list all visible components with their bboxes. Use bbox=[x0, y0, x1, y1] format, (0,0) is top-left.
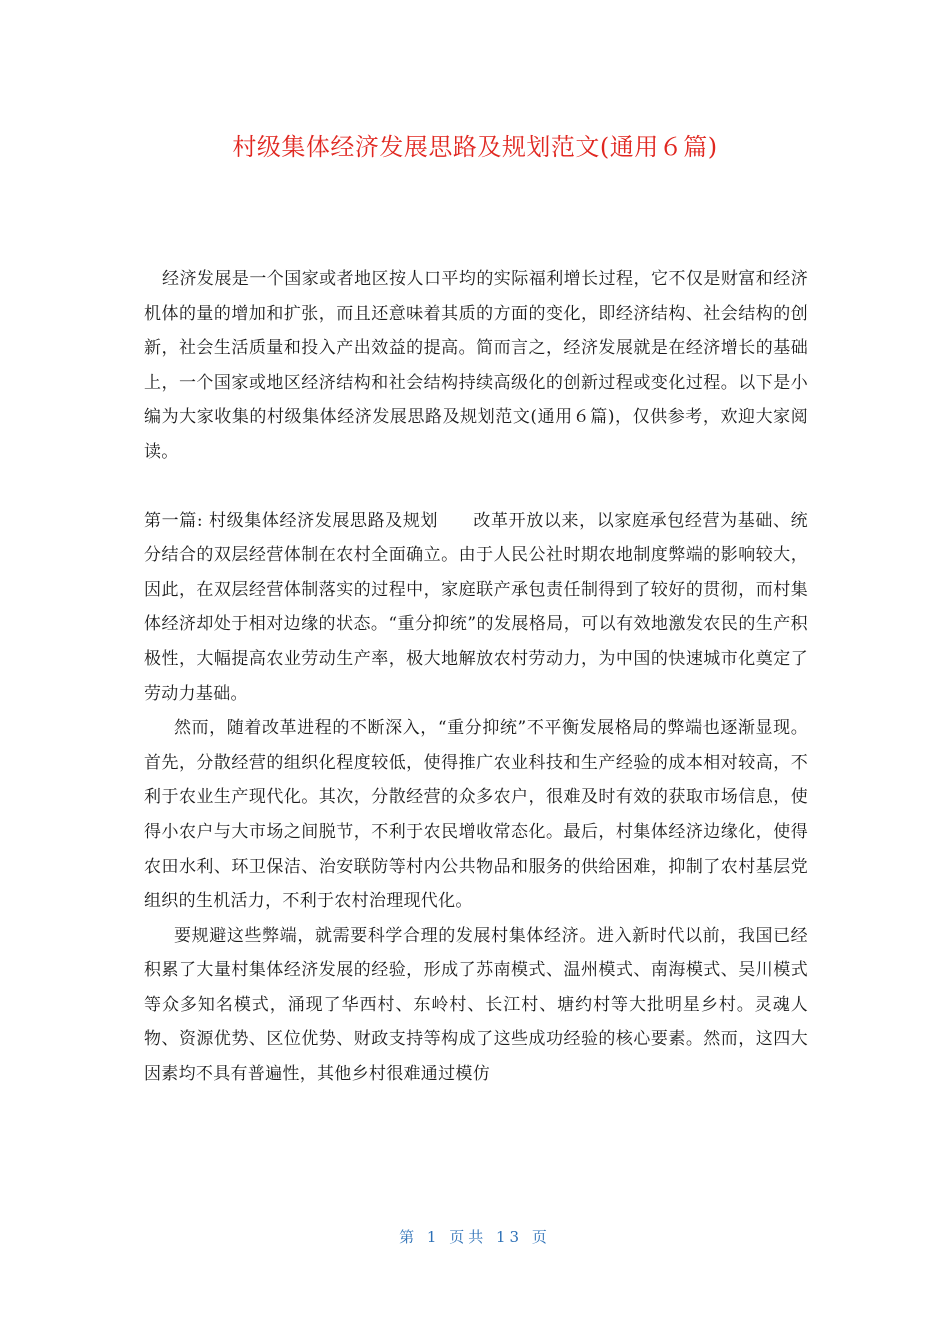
document-title: 村级集体经济发展思路及规划范文(通用６篇) bbox=[232, 133, 718, 161]
page-number-footer bbox=[0, 1226, 950, 1247]
page-number-label: 第 1 页共 13 页 bbox=[399, 1228, 551, 1246]
document-body bbox=[144, 262, 808, 1092]
paragraph-intro: 经济发展是一个国家或者地区按人口平均的实际福利增长过程，它不仅是财富和经济机体的量的增加和扩张，而且还意味着其质的方面的变化，即经济结构、社会结构的创新，社会生活质量和投入产出效益的提高。简而言之，经济发展就是在经济增长的基础上，一个国家或地区经济结构和社会结构持续高级化的创新过程或变化过程。以下是小编为大家收集的村级集体经济发展思路及规划范文(通用６篇)，仅供参考，欢迎大家阅读。 bbox=[144, 269, 808, 462]
paragraph-drawbacks: 然而，随着改革进程的不断深入，“重分抑统”不平衡发展格局的弊端也逐渐显现。首先，分散经营的组织化程度较低，使得推广农业科技和生产经验的成本相对较高，不利于农业生产现代化。其次，分散经营的众多农户，很难及时有效的获取市场信息，使得小农户与大市场之间脱节，不利于农民增收常态化。最后，村集体经济边缘化，使得农田水利、环卫保洁、治安联防等村内公共物品和服务的供给困难，抑制了农村基层党组织的生机活力，不利于农村治理现代化。 bbox=[144, 718, 808, 912]
paragraph-solutions: 要规避这些弊端，就需要科学合理的发展村集体经济。进入新时代以前，我国已经积累了大量村集体经济发展的经验，形成了苏南模式、温州模式、南海模式、吴川模式等众多知名模式，涌现了华西村、东岭村、长江村、塘约村等大批明星乡村。灵魂人物、资源优势、区位优势、财政支持等构成了这些成功经验的核心要素。然而，这四大因素均不具有普遍性，其他乡村很难通过模仿 bbox=[144, 925, 808, 1085]
paragraph-part-one: 第一篇: 村级集体经济发展思路及规划 改革开放以来，以家庭承包经营为基础、统分结合的双层经营体制在农村全面确立。由于人民公社时期农地制度弊端的影响较大，因此，在双层经营体制落实的过程中，家庭联产承包责任制得到了较好的贯彻，而村集体经济却处于相对边缘的状态。“重分抑统”的发展格局，可以有效地激发农民的生产积极性，大幅提高农业劳动生产率，极大地解放农村劳动力，为中国的快速城市化奠定了劳动力基础。 bbox=[144, 510, 808, 704]
